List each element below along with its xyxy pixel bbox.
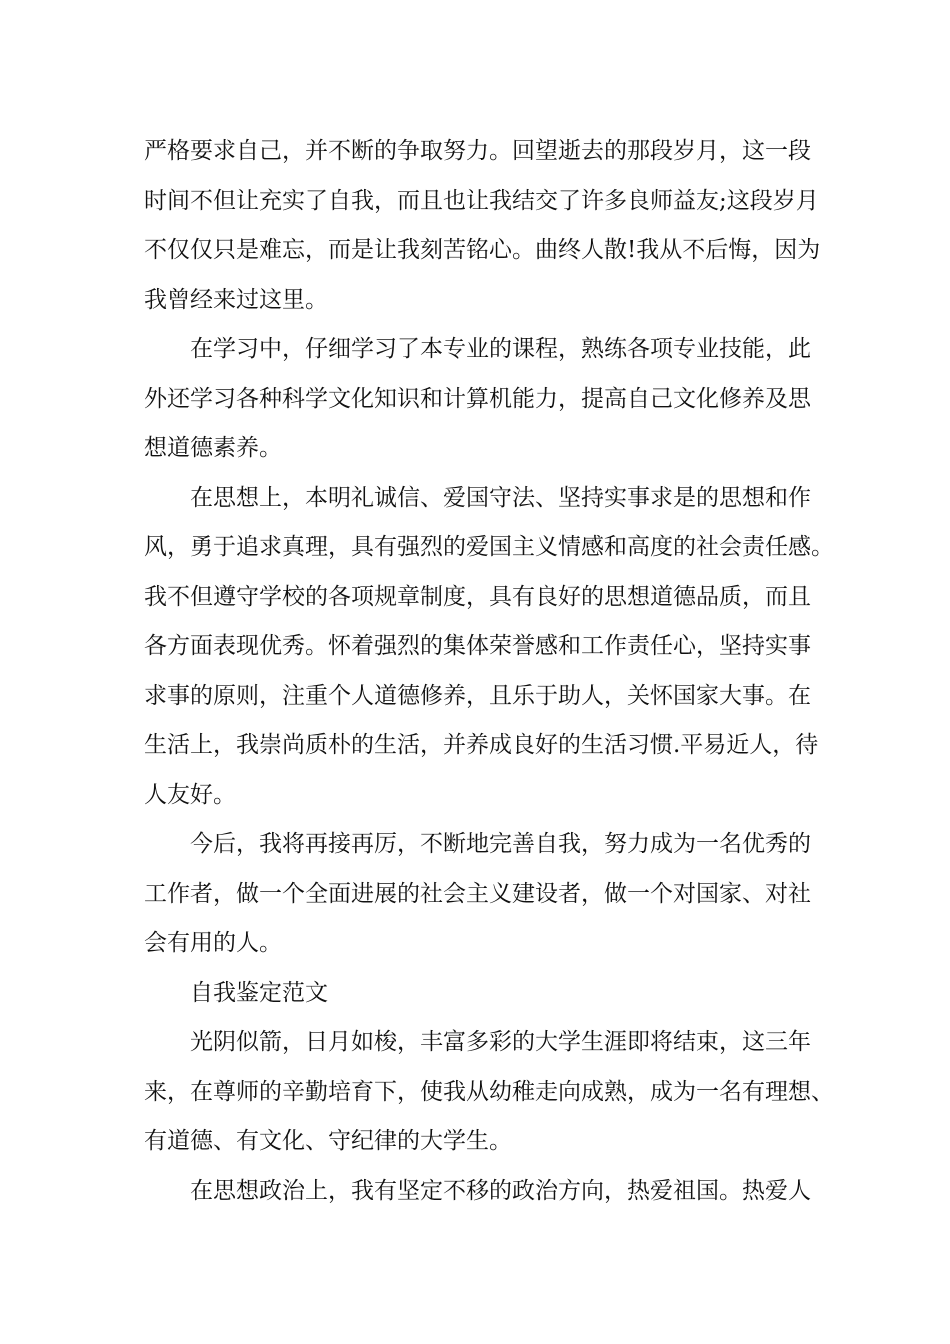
section-heading: 自我鉴定范文 <box>190 979 328 1006</box>
text-line: 在学习中，仔细学习了本专业的课程，熟练各项专业技能，此 <box>190 336 811 362</box>
text-line: 时间不但让充实了自我，而且也让我结交了许多良师益友;这段岁月 <box>144 187 819 214</box>
text-line: 来，在尊师的辛勤培育下，使我从幼稚走向成熟，成为一名有理想、 <box>144 1078 834 1105</box>
document-body <box>144 127 834 1216</box>
text-line: 生活上，我崇尚质朴的生活，并养成良好的生活习惯.平易近人，待 <box>144 732 819 758</box>
text-line: 想道德素养。 <box>144 435 282 461</box>
text-line: 求事的原则，注重个人道德修养，且乐于助人，关怀国家大事。在 <box>144 682 811 709</box>
text-line: 我曾经来过这里。 <box>144 286 328 313</box>
text-line: 各方面表现优秀。怀着强烈的集体荣誉感和工作责任心，坚持实事 <box>144 633 811 659</box>
text-line: 我不但遵守学校的各项规章制度，具有良好的思想道德品质，而且 <box>144 583 811 610</box>
text-line: 风，勇于追求真理，具有强烈的爱国主义情感和高度的社会责任感。 <box>144 534 834 560</box>
text-line: 工作者，做一个全面进展的社会主义建设者，做一个对国家、对社 <box>144 880 811 907</box>
text-line: 在思想政治上，我有坚定不移的政治方向，热爱祖国。热爱人 <box>190 1177 811 1204</box>
text-line: 外还学习各种科学文化知识和计算机能力，提高自己文化修养及思 <box>144 385 811 412</box>
text-line: 光阴似箭，日月如梭，丰富多彩的大学生涯即将结束，这三年 <box>190 1029 811 1055</box>
text-line: 不仅仅只是难忘，而是让我刻苦铭心。曲终人散!我从不后悔，因为 <box>144 237 821 263</box>
text-line: 会有用的人。 <box>144 930 282 956</box>
text-line: 人友好。 <box>144 781 236 808</box>
text-line: 严格要求自己，并不断的争取努力。回望逝去的那段岁月，这一段 <box>144 138 811 164</box>
text-line: 在思想上，本明礼诚信、爱国守法、坚持实事求是的思想和作 <box>190 484 811 511</box>
text-line: 有道德、有文化、守纪律的大学生。 <box>144 1128 512 1154</box>
text-line: 今后，我将再接再厉，不断地完善自我，努力成为一名优秀的 <box>190 831 811 857</box>
